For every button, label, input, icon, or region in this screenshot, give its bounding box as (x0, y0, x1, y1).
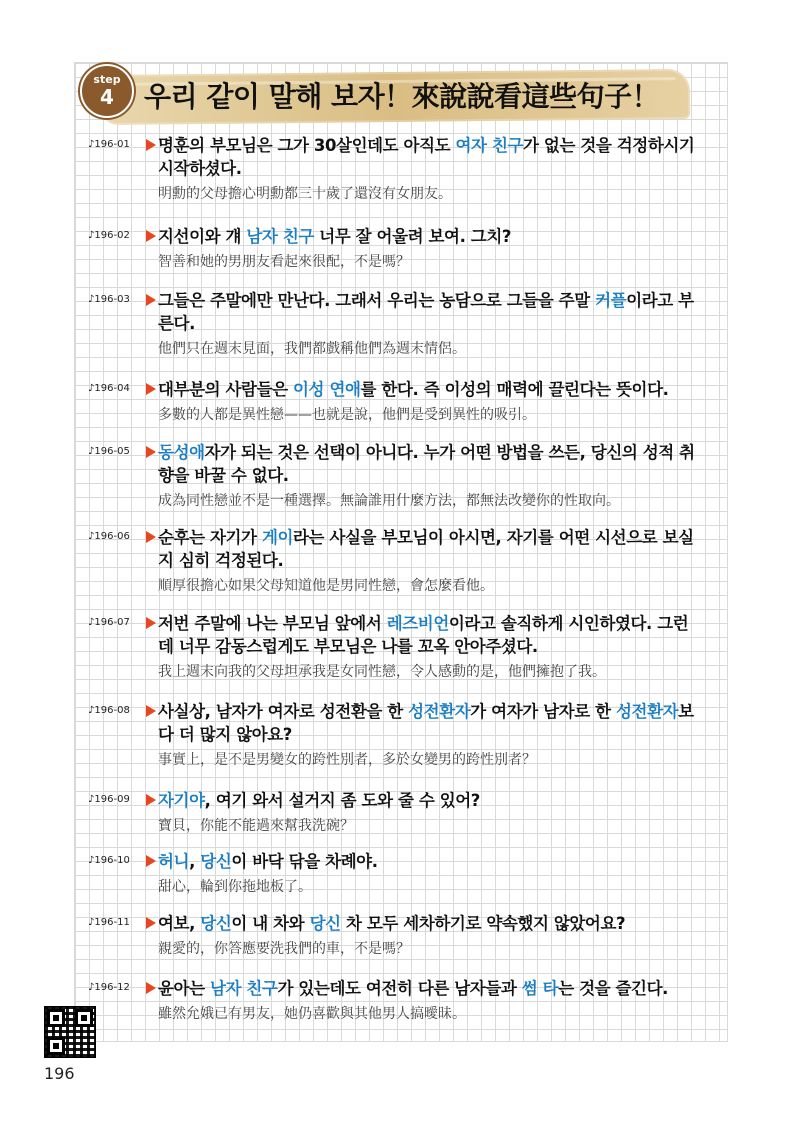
step-label: step (93, 73, 121, 86)
korean-sentence (158, 700, 700, 746)
audio-track-ref[interactable]: ♪196-02 (88, 230, 130, 241)
sentence-text: 그들은 주말에만 만난다. 그래서 우리는 농담으로 그들을 주말 (158, 291, 596, 310)
play-arrow-icon[interactable] (146, 230, 156, 242)
sentence-text: 가 있는데도 여전히 다른 남자들과 (277, 979, 522, 998)
sentence-item (88, 977, 700, 1025)
sentence-item (88, 225, 700, 273)
sentence-text: , (189, 852, 201, 871)
play-arrow-icon[interactable] (146, 139, 156, 151)
sentence-text: 여보, (158, 914, 201, 933)
highlighted-term: 허니 (158, 852, 190, 871)
highlighted-term: 여자 친구 (455, 136, 524, 155)
sentence-text: 순후는 자기가 (158, 528, 262, 547)
highlighted-term: 당신 (200, 852, 232, 871)
sentence-text: , 여기 와서 설거지 좀 도와 줄 수 있어? (204, 791, 480, 810)
audio-track-ref[interactable]: ♪196-10 (88, 855, 130, 866)
audio-track-ref[interactable]: ♪196-07 (88, 617, 130, 628)
sentence-text: 가 여자가 남자로 한 (470, 702, 616, 721)
highlighted-term: 남자 친구 (246, 227, 314, 246)
sentence-text: 이라고 솔직하게 시인하였다. 그런데 너무 감동스럽게도 부모님은 나를 꼬옥 안아주셨다. (158, 614, 689, 656)
play-arrow-icon[interactable] (146, 383, 156, 395)
korean-sentence (158, 289, 700, 335)
sentence-item (88, 700, 700, 771)
step-badge (80, 64, 134, 118)
audio-track-ref[interactable]: ♪196-08 (88, 705, 130, 716)
korean-sentence (158, 912, 700, 935)
sentence-item (88, 289, 700, 360)
play-arrow-icon[interactable] (146, 855, 156, 867)
play-arrow-icon[interactable] (146, 294, 156, 306)
chinese-translation: 智善和她的男朋友看起來很配，不是嗎？ (158, 254, 410, 270)
qr-code[interactable] (44, 1006, 96, 1058)
sentence-text: 는 것을 즐긴다. (558, 979, 668, 998)
chinese-translation: 雖然允娥已有男友，她仍喜歡與其他男人搞曖昧。 (158, 1006, 466, 1022)
sentence-text: 를 한다. 즉 이성의 매력에 끌린다는 뜻이다. (360, 380, 669, 399)
sentence-text: 윤아는 (158, 979, 210, 998)
sentence-text: 저번 주말에 나는 부모님 앞에서 (158, 614, 387, 633)
chinese-translation: 甜心，輪到你拖地板了。 (158, 879, 312, 895)
sentence-text: 차 모두 세차하기로 약속했지 않았어요? (340, 914, 626, 933)
sentence-item (88, 612, 700, 683)
sentence-item (88, 378, 700, 426)
korean-sentence (158, 612, 700, 658)
audio-track-ref[interactable]: ♪196-04 (88, 383, 130, 394)
audio-track-ref[interactable]: ♪196-03 (88, 294, 130, 305)
page-title: 우리 같이 말해 보자！來說說看這些句子！ (144, 80, 660, 113)
chinese-translation: 寶貝，你能不能過來幫我洗碗？ (158, 818, 354, 834)
chinese-translation: 他們只在週末見面，我們都戲稱他們為週末情侶。 (158, 341, 466, 357)
play-arrow-icon[interactable] (146, 531, 156, 543)
highlighted-term: 남자 친구 (209, 979, 278, 998)
play-arrow-icon[interactable] (146, 982, 156, 994)
sentence-text: 이 내 차와 (231, 914, 310, 933)
play-arrow-icon[interactable] (146, 446, 156, 458)
chinese-translation: 多數的人都是異性戀——也就是說，他們是受到異性的吸引。 (158, 407, 536, 423)
korean-sentence (158, 850, 700, 873)
highlighted-term: 커플 (595, 291, 627, 310)
sentence-text: 너무 잘 어울려 보여. 그치? (313, 227, 512, 246)
sentence-text: 대부분의 사람들은 (158, 380, 294, 399)
korean-sentence (158, 378, 700, 401)
sentence-text: 이라고 부른다. (158, 291, 694, 333)
highlighted-term: 게이 (261, 528, 294, 547)
play-arrow-icon[interactable] (146, 917, 156, 929)
page-number: 196 (44, 1064, 75, 1083)
play-arrow-icon[interactable] (146, 617, 156, 629)
korean-sentence (158, 789, 700, 812)
chinese-translation: 成為同性戀並不是一種選擇。無論誰用什麼方法，都無法改變你的性取向。 (158, 493, 620, 509)
sentence-text: 가 없는 것을 걱정하시기 시작하셨다. (158, 136, 695, 178)
sentence-item (88, 526, 700, 597)
highlighted-term: 당신 (309, 914, 341, 933)
sentence-item (88, 789, 700, 837)
audio-track-ref[interactable]: ♪196-09 (88, 794, 130, 805)
highlighted-term: 레즈비언 (386, 614, 449, 633)
korean-sentence (158, 526, 700, 572)
korean-sentence (158, 134, 700, 180)
sentence-text: 보다 더 많지 않아요? (158, 702, 694, 744)
sentence-text: 이 바닥 닦을 차례야. (231, 852, 378, 871)
chinese-translation: 我上週末向我的父母坦承我是女同性戀，令人感動的是，他們擁抱了我。 (158, 664, 606, 680)
highlighted-term: 썸 타 (521, 979, 559, 998)
highlighted-term: 동성애 (158, 443, 205, 462)
step-number: 4 (100, 85, 114, 109)
korean-sentence (158, 225, 700, 248)
play-arrow-icon[interactable] (146, 794, 156, 806)
highlighted-term: 성전환자 (616, 702, 679, 721)
sentence-text: 라는 사실을 부모님이 아시면, 자기를 어떤 시선으로 보실지 심히 걱정된다. (158, 528, 694, 570)
sentence-text: 지선이와 걔 (158, 227, 247, 246)
sentence-item (88, 441, 700, 512)
highlighted-term: 이성 연애 (293, 380, 361, 399)
chinese-translation: 親愛的，你答應要洗我們的車，不是嗎？ (158, 941, 410, 957)
sentence-item (88, 850, 700, 898)
sentence-item (88, 912, 700, 960)
chinese-translation: 順厚很擔心如果父母知道他是男同性戀，會怎麼看他。 (158, 578, 494, 594)
audio-track-ref[interactable]: ♪196-12 (88, 982, 130, 993)
audio-track-ref[interactable]: ♪196-06 (88, 531, 130, 542)
sentence-item (88, 134, 700, 205)
chinese-translation: 明勳的父母擔心明勳都三十歲了還沒有女朋友。 (158, 186, 452, 202)
korean-sentence (158, 441, 700, 487)
chinese-translation: 事實上，是不是男變女的跨性別者，多於女變男的跨性別者？ (158, 752, 536, 768)
play-arrow-icon[interactable] (146, 705, 156, 717)
sentence-text: 사실상, 남자가 여자로 성전환을 한 (158, 702, 409, 721)
korean-sentence (158, 977, 700, 1000)
sentence-text: 명훈의 부모님은 그가 30살인데도 아직도 (158, 136, 456, 155)
sentence-text: 자가 되는 것은 선택이 아니다. 누가 어떤 방법을 쓰든, 당신의 성적 취향을 바꿀 수 없다. (158, 443, 695, 485)
audio-track-ref[interactable]: ♪196-05 (88, 446, 130, 457)
audio-track-ref[interactable]: ♪196-11 (88, 917, 130, 928)
highlighted-term: 당신 (200, 914, 232, 933)
highlighted-term: 성전환자 (408, 702, 471, 721)
audio-track-ref[interactable]: ♪196-01 (88, 139, 130, 150)
highlighted-term: 자기야 (158, 791, 205, 810)
